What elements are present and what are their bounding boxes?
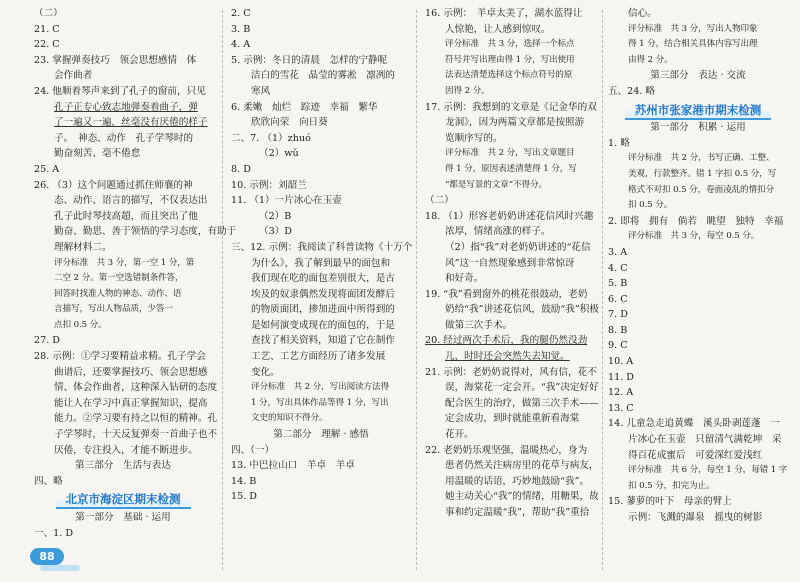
exam-title-haidian — [34, 492, 212, 508]
exam-title-text: 北京市海淀区期末检测 — [56, 492, 191, 509]
answer-line: 一、1. D — [34, 527, 74, 539]
answer-line: 得 1 分，结合相关具体内容写出理 — [628, 39, 758, 50]
answer-line: 事和约定温暖“我”，帮助“我”重拾 — [445, 507, 590, 518]
answer-line: 误，海棠花一定会开。“我”决定好好 — [445, 382, 599, 394]
answer-line: 工艺、工艺方面经历了诸多发展 — [251, 351, 386, 363]
answer-line: 20. 经过两次手术后，我的腿仍然没劲 — [425, 335, 588, 347]
answer-line: 风”这一自然现象感到非常惊讶 — [445, 257, 575, 269]
answer-column-1 — [34, 6, 237, 541]
answer-line: 寒风 — [251, 85, 271, 97]
answer-line: 23. 掌握弹奏技巧 领会思想感情 体 — [34, 54, 197, 66]
answer-line: 能力。②学习要有持之以恒的精神。孔 — [54, 413, 218, 425]
answer-line: 18. （1）形容老奶奶讲述花信风时兴趣 — [425, 210, 594, 222]
answer-line: 13. C — [608, 402, 634, 414]
answer-line: 子。 神态、动作 孔子学琴时的 — [54, 132, 194, 144]
exam-title-text: 苏州市张家港市期末检测 — [625, 103, 772, 120]
answer-line: 25. A — [34, 163, 60, 175]
answer-line: 曲谱后，还要掌握技巧、领会思想感 — [54, 366, 208, 378]
answer-line: 3. A — [608, 246, 628, 258]
page-number-decoration — [40, 565, 80, 571]
answer-line: （2）指“我”对老奶奶讲述的“花信 — [445, 241, 591, 253]
answer-line: “都是写景的文章”不得分。 — [445, 179, 548, 190]
answer-line: 能让人在学习中真正掌握知识，提高 — [54, 397, 208, 409]
answer-line: 16. 示例： 羊卓太美了，湖水蓝得让 — [425, 8, 583, 19]
answer-line: 花开。 — [445, 429, 474, 441]
answer-line: 态、动作、语言的描写，不仅表达出 — [54, 195, 208, 207]
answer-line: 14. 儿童急走追黄蝶 溪头卧剥莲蓬 一 — [608, 418, 780, 430]
answer-line: 勤奋、勤思、善于领悟的学习态度，有助于 — [54, 226, 237, 238]
column-divider — [416, 10, 417, 570]
answer-line: 四、略 — [34, 475, 63, 487]
answer-line: 评分标准 共 2 分，写出阅读方法得 — [251, 382, 390, 393]
answer-line: 定会成功，到时就能重新看海棠 — [445, 413, 580, 425]
answer-line: 第一部分 基础 · 运用 — [75, 512, 171, 523]
answer-line: 法表达清楚选择这个标点符号的原 — [445, 70, 573, 81]
answer-line: 的物质面团，掺加进面中所得到的 — [251, 304, 395, 316]
answer-line: 24. 他顺着琴声来到了孔子的窗前，只见 — [34, 85, 206, 97]
answer-line: 儿，时时还会突然失去知觉。 — [445, 351, 570, 363]
answer-column-2 — [231, 6, 411, 505]
answer-line: 评分标准 共 6 分，每空 1 分，每错 1 字 — [628, 465, 788, 476]
answer-line: 2. 即将 拥有 倘若 眺望 独特 幸福 — [608, 215, 784, 227]
answer-line: 了一遍又一遍，丝毫没有厌倦的样子 — [54, 117, 208, 129]
answer-line: 文史的知识不得分。 — [251, 413, 328, 424]
answer-line: 为什么》，我了解到最早的面包和 — [251, 257, 391, 269]
answer-line: 做第三次手术。 — [445, 319, 513, 331]
answer-line: 龙洞》，因为两篇文章都是按照游 — [445, 117, 585, 129]
answer-line: 我们现在吃的面包差别很大，是古 — [251, 273, 395, 285]
answer-line: 孔子此时琴技高超，而且突出了他 — [54, 210, 198, 222]
answer-line: 浓厚，情绪高涨的样子。 — [445, 226, 551, 238]
answer-line: 11. D — [608, 371, 634, 383]
column-4-after-lines — [608, 120, 788, 525]
answer-line: 是如何演变成现在的面包的，于是 — [251, 319, 395, 331]
column-1-lines — [34, 6, 237, 489]
answer-line: 人惊艳，让人感到惊叹。 — [445, 23, 551, 35]
exam-title-zhangjiagang — [608, 103, 788, 119]
answer-line: （3）D — [259, 226, 292, 238]
answer-line: 评分标准 共 3 分，第一空 1 分，第 — [54, 257, 195, 268]
answer-line: 27. D — [34, 335, 60, 347]
answer-line: 点扣 0.5 分。 — [54, 319, 107, 330]
answer-line: 二、7. （1）zhuó — [231, 132, 311, 144]
answer-line: 变化。 — [251, 366, 280, 378]
answer-line: 3. B — [231, 23, 251, 35]
answer-line: 配合医生的治疗，做第三次手术—— — [445, 397, 599, 409]
answer-line: 11. （1）一片冰心在玉壶 — [231, 195, 342, 207]
answer-line: 19. “我”看到窗外的桃花很鼓动，老奶 — [425, 288, 588, 300]
answer-line: 22. C — [34, 39, 60, 51]
answer-line: 理解材料二。 — [54, 241, 112, 253]
answer-line: 5. B — [608, 278, 628, 290]
answer-line: 五、24. 略 — [608, 85, 656, 97]
answer-line: 6. C — [608, 293, 628, 305]
answer-line: 10. 示例：刘韶兰 — [231, 179, 307, 191]
answer-line: 第三部分 生活与表达 — [75, 460, 171, 472]
answer-line: 评分标准 共 2 分，书写正确、工整、 — [628, 153, 775, 164]
answer-line: 因得 2 分。 — [445, 85, 490, 96]
answer-line: 洁白的雪花 晶莹的雾凇 凛冽的 — [251, 70, 395, 82]
answer-line: 1. 略 — [608, 137, 630, 149]
answer-line: 评分标准 共 3 分，选择一个标点 — [445, 39, 575, 50]
answer-line: （二） — [425, 195, 454, 207]
answer-line: 2. C — [231, 8, 251, 19]
answer-line: 12. A — [608, 387, 634, 399]
answer-line: 情、体会作曲者，这种深入钻研的态度 — [54, 382, 218, 394]
answer-line: 奶给“我”讲述花信风，鼓励“我”积极 — [445, 304, 599, 316]
answer-line: 9. C — [608, 340, 628, 352]
answer-line: 28. 示例：①学习要精益求精。孔子学会 — [34, 351, 206, 363]
column-4-lines — [608, 6, 788, 100]
answer-line: 26. （3）这个问题通过抓住师襄的神 — [34, 179, 193, 191]
answer-line: 得 1 分，原因表述清楚得 1 分，写 — [445, 163, 577, 174]
answer-line: 第二部分 理解 · 感悟 — [273, 429, 369, 441]
answer-line: 孔子正专心致志地弹奏着曲子，弹 — [54, 101, 198, 113]
answer-line: 扣 0.5 分。 — [628, 200, 673, 211]
answer-line: 言描写，写出人物品质，少答一 — [54, 304, 173, 315]
answer-line: 13. 中巴拉山口 羊卓 羊卓 — [231, 460, 355, 472]
answer-line: 览顺序写的。 — [445, 132, 503, 144]
answer-line: 21. 示例：老奶奶说得对，风有信，花不 — [425, 366, 597, 378]
answer-line: 三、12. 示例：我阅读了科普读物《十万个 — [231, 241, 413, 253]
answer-line: 1 分，写出具体作品等得 1 分，写出 — [251, 397, 389, 408]
answer-line: 第三部分 表达 · 交流 — [650, 70, 746, 82]
column-3-lines — [425, 6, 599, 521]
column-2-lines — [231, 6, 411, 505]
answer-line: 会作曲者 — [54, 70, 93, 82]
answer-line: 评分标准 共 3 分，每空 0.5 分。 — [628, 231, 760, 242]
column-1-after-lines — [34, 510, 212, 541]
answer-line: 她主动关心“我”的情绪，用糖果，故 — [445, 491, 599, 503]
answer-line: 欣欣向荣 向日葵 — [251, 117, 328, 129]
answer-column-4 — [608, 6, 788, 526]
answer-line: 二空 2 分。第一空选错制条件答， — [54, 273, 184, 284]
answer-line: 21. C — [34, 23, 60, 35]
answer-line: 4. C — [608, 262, 628, 274]
answer-line: 7. D — [608, 309, 628, 321]
answer-line: 信心。 — [628, 8, 657, 19]
answer-line: 回答时找准人物的神态、动作、语 — [54, 288, 182, 299]
answer-line: 14. B — [231, 475, 257, 487]
answer-line: （二） — [34, 8, 63, 19]
answer-line: 第一部分 积累 · 运用 — [650, 122, 746, 134]
answer-line: （2）B — [259, 210, 292, 222]
answer-line: 15. 蓼萝的叶下 母亲的臂上 — [608, 496, 732, 508]
answer-line: 15. D — [231, 491, 257, 503]
page-number: 88 — [30, 548, 64, 565]
answer-line: 查找了相关资料，知道了它在制作 — [251, 335, 395, 347]
answer-line: 子学琴时，十天反复弹奏一首曲子也不 — [54, 429, 218, 441]
answer-line: 美观，行款整齐。错 1 字扣 0.5 分，写 — [628, 168, 777, 179]
answer-line: 勤奋刻苦、毫不倦怠 — [54, 148, 141, 160]
answer-line: 17. 示例：我想到的文章是《记金华的双 — [425, 101, 597, 113]
answer-line: 符号并写出理由得 1 分，写出使用 — [445, 54, 575, 65]
answer-column-3 — [425, 6, 599, 521]
answer-line: 和好奇。 — [445, 273, 484, 285]
answer-line: 10. A — [608, 356, 634, 368]
answer-line: 格式不对扣 0.5 分，卷面凌乱的情扣分 — [628, 184, 775, 195]
answer-line: 22. 老奶奶乐观坚强，温暖热心，身为 — [425, 444, 588, 456]
answer-line: （2）wǔ — [259, 148, 299, 160]
column-divider — [222, 10, 223, 570]
column-divider — [602, 10, 603, 570]
answer-line: 埃及的奴隶偶然发现将面团发酵后 — [251, 288, 395, 300]
answer-line: 评分标准 共 3 分，写出人物印象 — [628, 23, 758, 34]
answer-line: 4. A — [231, 39, 251, 51]
answer-line: 示例：飞溅的瀑泉 摇曳的树影 — [628, 512, 763, 523]
answer-line: 5. 示例：冬日的清晨 怎样的宁静呢 — [231, 54, 388, 66]
answer-line: 片冰心在玉壶 只留清气满乾坤 采 — [628, 434, 782, 446]
answer-line: 8. D — [231, 163, 251, 175]
answer-line: 得百花成蜜后 可爱深红爱浅红 — [628, 449, 763, 461]
answer-line: 由得 2 分。 — [628, 54, 673, 65]
answer-line: 用温暖的话语，巧妙地鼓励“我”。 — [445, 475, 590, 487]
answer-line: 扣 0.5 分，扣完为止。 — [628, 480, 715, 491]
answer-line: 6. 柔嫩 灿烂 踪迹 幸福 繁华 — [231, 101, 378, 113]
answer-line: 8. B — [608, 324, 628, 336]
answer-line: 厌倦，专注投入，才能不断进步。 — [54, 444, 198, 456]
answer-line: 患者仍然关注病房里的花草与病友， — [445, 460, 599, 472]
answer-line: 四、（一） — [231, 444, 275, 456]
answer-line: 评分标准 共 2 分，写出文章题目 — [445, 148, 575, 159]
